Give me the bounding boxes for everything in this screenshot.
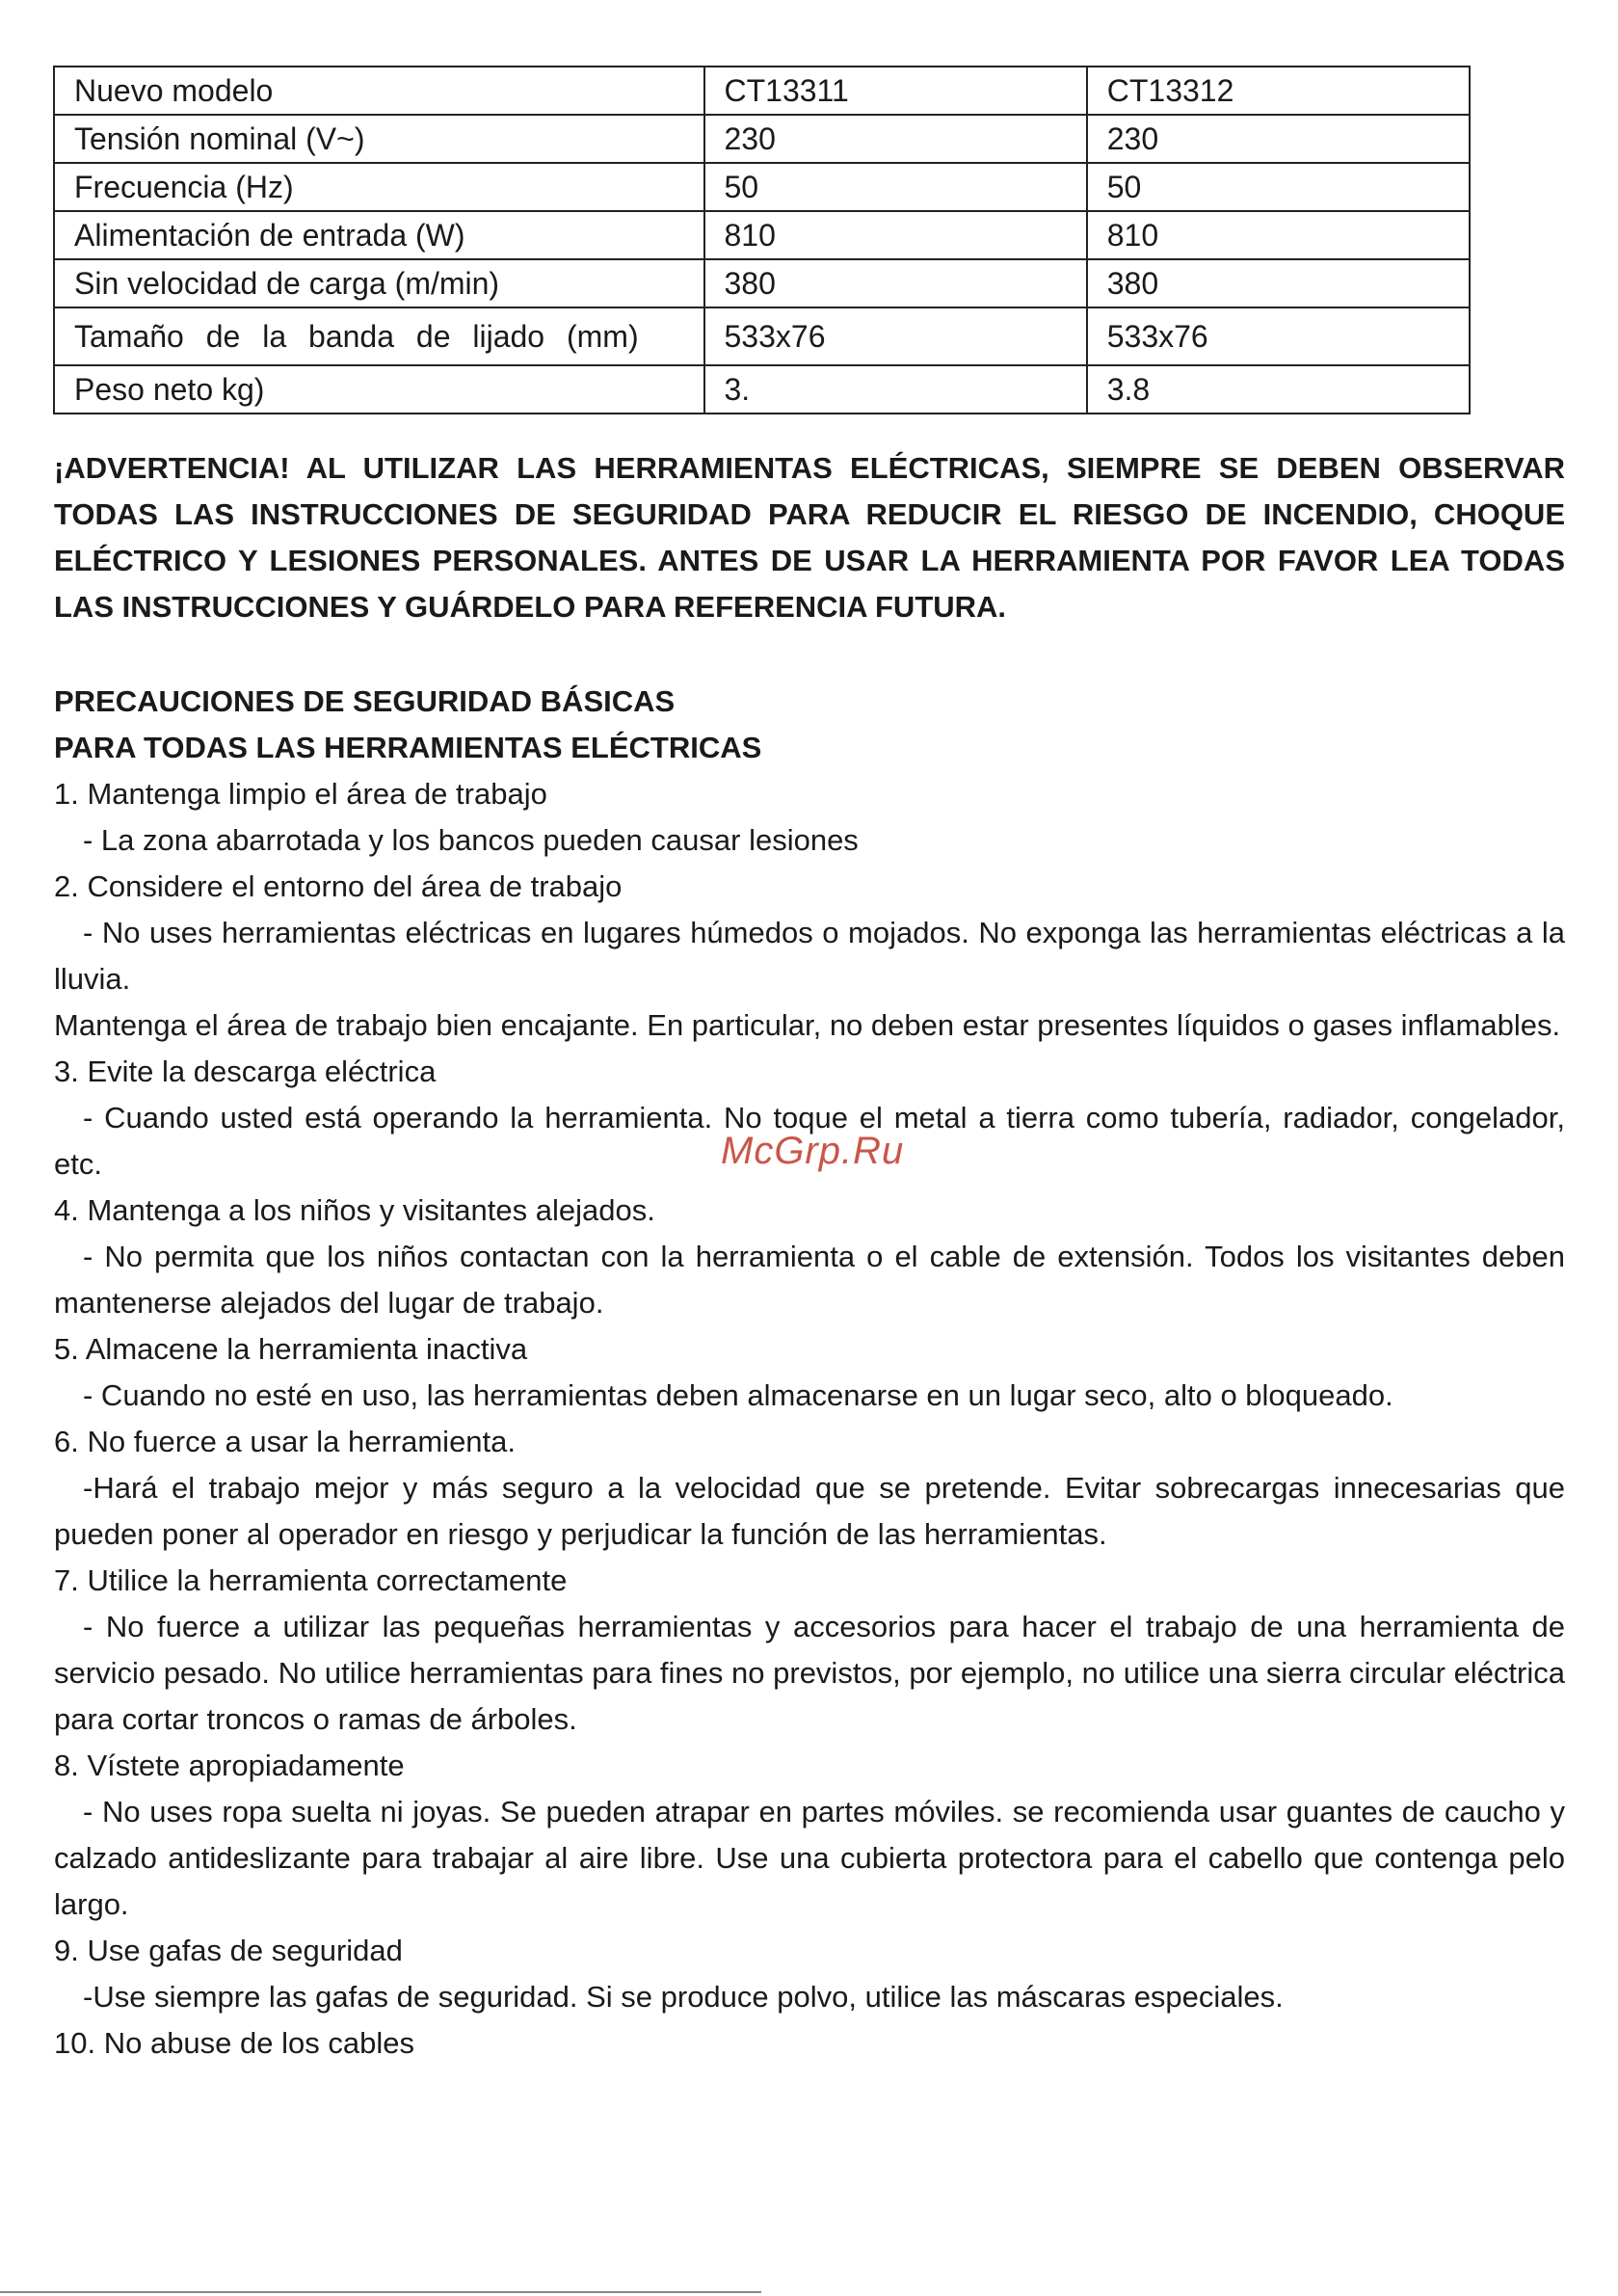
spec-label: Peso neto kg) [54,365,704,414]
list-item-title: 3. Evite la descarga eléctrica [54,1055,437,1088]
safety-precautions-section [54,679,1565,2067]
spec-label: Tensión nominal (V~) [54,115,704,163]
list-item-body: - Cuando usted está operando la herramienta. No toque el metal a tierra como tubería, radiador, congelador, etc. [54,1101,1565,1181]
list-item-title: 8. Vístete apropiadamente [54,1749,405,1782]
spec-value-ct13312: 810 [1087,211,1470,259]
spec-value-ct13312: 230 [1087,115,1470,163]
spec-value-ct13312: 533x76 [1087,307,1470,365]
list-item-body: - No permita que los niños contactan con la herramienta o el cable de extensión. Todos los visitantes deben mantenerse alejados del lugar de trabajo. [54,1240,1565,1320]
spec-label: Sin velocidad de carga (m/min) [54,259,704,307]
list-item-title: 5. Almacene la herramienta inactiva [54,1332,528,1366]
table-row [54,163,1470,211]
safety-warning: ¡ADVERTENCIA! AL UTILIZAR LAS HERRAMIENTAS ELÉCTRICAS, SIEMPRE SE DEBEN OBSERVAR TODAS LAS INSTRUCCIONES DE SEGURIDAD PARA REDUCIR EL RIESGO DE INCENDIO, CHOQUE ELÉCTRICO Y LESIONES PERSONALES. ANTES DE USAR LA HERRAMIENTA POR FAVOR LEA TODAS LAS INSTRUCCIONES Y GUÁRDELO PARA REFERENCIA FUTURA. [54,451,1565,624]
list-item-body: -Hará el trabajo mejor y más seguro a la velocidad que se pretende. Evitar sobrecargas innecesarias que pueden poner al operador en riesgo y perjudicar la función de las herramientas. [54,1471,1565,1551]
list-item-title: 6. No fuerce a usar la herramienta. [54,1425,517,1458]
spec-value-ct13311: 230 [704,115,1087,163]
table-row [54,365,1470,414]
list-item-title: 7. Utilice la herramienta correctamente [54,1563,568,1597]
list-item-title: 2. Considere el entorno del área de trabajo [54,869,623,903]
list-item-body: - La zona abarrotada y los bancos pueden causar lesiones [83,823,859,857]
list-item-body: Mantenga el área de trabajo bien encajante. En particular, no deben estar presentes líquidos o gases inflamables. [54,1008,1561,1042]
section-heading: PRECAUCIONES DE SEGURIDAD BÁSICAS [54,684,676,718]
list-item-body: - No fuerce a utilizar las pequeñas herramientas y accesorios para hacer el trabajo de una herramienta de servicio pesado. No utilice herramientas para fines no previstos, por ejemplo, no utilice una sierra circular eléctrica para cortar troncos o ramas de árboles. [54,1610,1565,1736]
spec-value-ct13311: 533x76 [704,307,1087,365]
spec-value-ct13312: CT13312 [1087,67,1470,115]
table-row [54,211,1470,259]
spec-value-ct13311: 380 [704,259,1087,307]
spec-value-ct13312: 3.8 [1087,365,1470,414]
spec-label [54,307,704,365]
list-item-body: - Cuando no esté en uso, las herramientas deben almacenarse en un lugar seco, alto o bloqueado. [83,1378,1393,1412]
list-item-body: - No uses ropa suelta ni joyas. Se pueden atrapar en partes móviles. se recomienda usar guantes de caucho y calzado antideslizante para trabajar al aire libre. Use una cubierta protectora para el cabello que contenga pelo largo. [54,1795,1565,1921]
list-item-title: 4. Mantenga a los niños y visitantes alejados. [54,1193,655,1227]
spec-label: Nuevo modelo [54,67,704,115]
spec-label: Alimentación de entrada (W) [54,211,704,259]
spec-value-ct13312: 380 [1087,259,1470,307]
spec-label-text: Tamaño de la banda de lijado (mm) [74,318,639,354]
table-row [54,307,1470,365]
spec-label: Frecuencia (Hz) [54,163,704,211]
list-item-title: 10. No abuse de los cables [54,2026,414,2060]
spec-value-ct13311: 3. [704,365,1087,414]
table-row [54,259,1470,307]
list-item-title: 9. Use gafas de seguridad [54,1934,403,1967]
spec-value-ct13311: 50 [704,163,1087,211]
section-subheading: PARA TODAS LAS HERRAMIENTAS ELÉCTRICAS [54,731,762,764]
list-item-title: 1. Mantenga limpio el área de trabajo [54,777,547,811]
watermark: McGrp.Ru [721,1130,905,1172]
footer-divider [0,2291,761,2293]
spec-value-ct13312: 50 [1087,163,1470,211]
spec-value-ct13311: 810 [704,211,1087,259]
list-item-body: - No uses herramientas eléctricas en lugares húmedos o mojados. No exponga las herramientas eléctricas a la lluvia. [54,916,1565,996]
list-item-body: -Use siempre las gafas de seguridad. Si se produce polvo, utilice las máscaras especiales. [83,1980,1284,2014]
spec-value-ct13311: CT13311 [704,67,1087,115]
table-row [54,67,1470,115]
specifications-table [53,66,1471,414]
table-row [54,115,1470,163]
